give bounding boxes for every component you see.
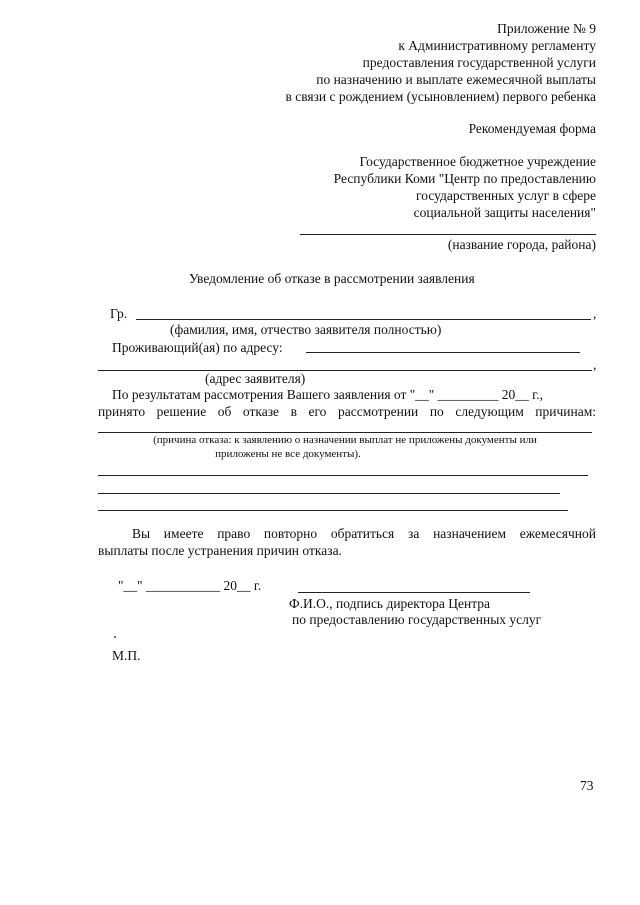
institution-line-1: Государственное бюджетное учреждение [359,154,596,169]
reason-caption-2: приложены не все документы). [215,448,361,460]
form-note: Рекомендуемая форма [468,121,596,136]
address-comma: , [593,357,597,372]
city-blank-line[interactable] [300,234,596,235]
institution-line-4: социальной защиты населения" [413,205,596,220]
address-caption: (адрес заявителя) [205,371,306,386]
name-comma: , [593,306,597,321]
address-line-2[interactable] [98,370,592,371]
scan-dot [114,636,116,638]
reason-line-4[interactable] [98,510,568,511]
city-caption: (название города, района) [447,237,596,252]
header-line-3: по назначению и выплате ежемесячной выплаты [316,72,596,87]
signature-line[interactable] [298,592,530,593]
reapply-line-2: выплаты после устранения причин отказа. [98,543,342,558]
appendix-number: Приложение № 9 [497,21,596,36]
header-line-4: в связи с рождением (усыновлением) первого ребенка [285,89,596,104]
decision-line-1: По результатам рассмотрения Вашего заявления от "__" _________ 20__ г., [112,387,543,402]
address-label: Проживающий(ая) по адресу: [112,340,283,355]
reason-caption-1: (причина отказа: к заявлению о назначении выплат не приложены документы или [153,434,537,446]
stamp-label: М.П. [112,648,141,663]
signature-caption-1: Ф.И.О., подпись директора Центра [289,596,491,611]
reason-line-3[interactable] [98,493,560,494]
reason-line-1[interactable] [98,432,592,433]
reason-line-2[interactable] [98,475,588,476]
institution-line-2: Республики Коми "Центр по предоставлению [333,171,596,186]
applicant-name-line[interactable] [136,319,591,320]
header-line-1: к Административному регламенту [398,38,596,53]
reapply-line-1: Вы имеете право повторно обратиться за назначением ежемесячной [132,526,596,541]
address-line-1[interactable] [306,352,580,353]
page-number: 73 [580,778,594,793]
institution-line-3: государственных услуг в сфере [416,188,596,203]
notice-title: Уведомление об отказе в рассмотрении заявления [189,271,475,286]
signature-caption-2: по предоставлению государственных услуг [292,612,542,627]
citizen-prefix: Гр. [110,306,128,321]
header-line-2: предоставления государственной услуги [362,55,596,70]
decision-line-2: принято решение об отказе в его рассмотрении по следующим причинам: [98,404,596,419]
name-caption: (фамилия, имя, отчество заявителя полностью) [170,322,442,337]
signature-date: "__" ___________ 20__ г. [118,578,262,593]
